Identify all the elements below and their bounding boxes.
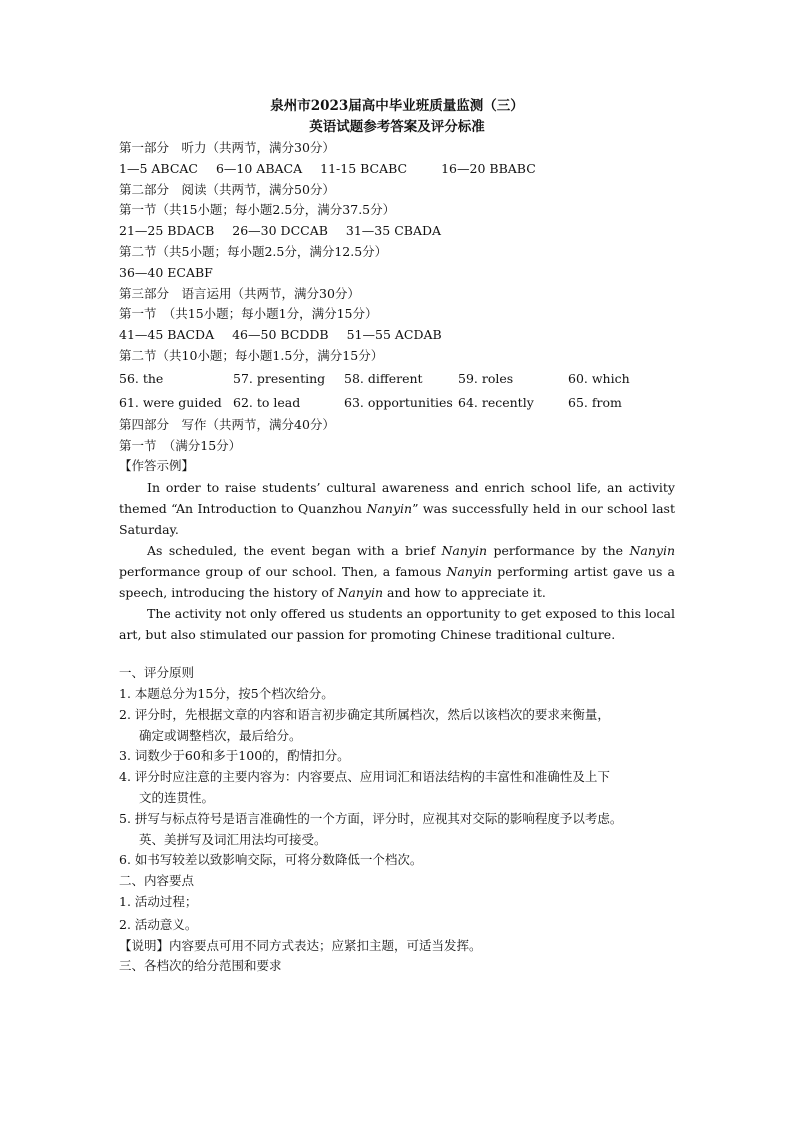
part2-section1-heading: 第一节（共15小题；每小题2.5分，满分37.5分） bbox=[119, 202, 396, 218]
sample-paragraph-3: The activity not only offered us students an opportunity to get exposed to this local art, but also stimulated our passion for promoting Chinese traditional culture. bbox=[119, 606, 675, 643]
fill-answers-row bbox=[119, 367, 675, 391]
scoring-principles-heading: 一、评分原则 bbox=[119, 665, 195, 681]
part3-section2-heading: 第二节（共10小题；每小题1.5分，满分15分） bbox=[119, 347, 384, 363]
part3-section1-heading: 第一节 （共15小题；每小题1分，满分15分） bbox=[119, 306, 378, 322]
part2-section2-heading: 第二节（共5小题；每小题2.5分，满分12.5分） bbox=[119, 243, 388, 259]
part2-section1-answers bbox=[119, 221, 675, 242]
scoring-rule: 3. 词数少于60和多于100的，酌情扣分。 bbox=[119, 748, 350, 764]
content-point: 2. 活动意义。 bbox=[119, 916, 198, 932]
fill-answer: 64. recently bbox=[458, 394, 534, 410]
grade-levels-heading: 三、各档次的给分范围和要求 bbox=[119, 958, 282, 974]
part1-answers bbox=[119, 159, 675, 180]
fill-answer: 59. roles bbox=[458, 370, 514, 386]
scoring-rule: 1. 本题总分为15分，按5个档次给分。 bbox=[119, 685, 334, 701]
fill-answer: 65. from bbox=[568, 394, 622, 410]
part3-section1-answers bbox=[119, 325, 675, 346]
scoring-rule-continued: 确定或调整档次，最后给分。 bbox=[139, 727, 302, 743]
part4-section1-heading: 第一节 （满分15分） bbox=[119, 437, 242, 453]
fill-answer: 61. were guided bbox=[119, 394, 222, 410]
part2-heading: 第二部分 阅读（共两节，满分50分） bbox=[119, 181, 335, 197]
part2-section2-answers: 36—40 ECABF bbox=[119, 264, 213, 280]
fill-answer: 56. the bbox=[119, 370, 164, 386]
sample-label: 【作答示例】 bbox=[119, 458, 195, 474]
fill-answer: 63. opportunities bbox=[344, 394, 453, 410]
fill-answers-row bbox=[119, 391, 675, 415]
answer-group: 26—30 DCCAB bbox=[232, 223, 328, 239]
fill-answer: 60. which bbox=[568, 370, 630, 386]
content-point: 1. 活动过程； bbox=[119, 893, 198, 909]
scoring-rule-continued: 文的连贯性。 bbox=[139, 789, 215, 805]
fill-answer: 58. different bbox=[344, 370, 423, 386]
scoring-rule: 2. 评分时，先根据文章的内容和语言初步确定其所属档次，然后以该档次的要求来衡量， bbox=[119, 706, 610, 722]
answer-group: 1—5 ABCAC bbox=[119, 160, 198, 176]
note: 【说明】内容要点可用不同方式表达；应紧扣主题，可适当发挥。 bbox=[119, 937, 482, 953]
answer-group: 51—55 ACDAB bbox=[346, 327, 442, 343]
scoring-rule: 6. 如书写较差以致影响交际，可将分数降低一个档次。 bbox=[119, 852, 423, 868]
part4-heading: 第四部分 写作（共两节，满分40分） bbox=[119, 416, 335, 432]
part3-heading: 第三部分 语言运用（共两节，满分30分） bbox=[119, 285, 360, 301]
answer-group: 16—20 BBABC bbox=[441, 160, 536, 176]
answer-group: 31—35 CBADA bbox=[345, 223, 442, 239]
answer-group: 41—45 BACDA bbox=[119, 327, 215, 343]
fill-answer: 62. to lead bbox=[233, 394, 301, 410]
document-subtitle: 英语试题参考答案及评分标准 bbox=[309, 119, 485, 135]
scoring-rule: 5. 拼写与标点符号是语言准确性的一个方面，评分时，应视其对交际的影响程度予以考虑。 bbox=[119, 810, 623, 826]
scoring-rule: 4. 评分时应注意的主要内容为：内容要点、应用词汇和语法结构的丰富性和准确性及上下 bbox=[119, 769, 610, 785]
document-title: 泉州市2023届高中毕业班质量监测（三） bbox=[270, 98, 524, 114]
scoring-rule-continued: 英、美拼写及词汇用法均可接受。 bbox=[139, 831, 327, 847]
part1-heading: 第一部分 听力（共两节，满分30分） bbox=[119, 140, 335, 155]
answer-key-page bbox=[119, 96, 675, 977]
answer-group: 11-15 BCABC bbox=[320, 160, 408, 176]
answer-group: 21—25 BDACB bbox=[119, 223, 215, 239]
content-points-heading: 二、内容要点 bbox=[119, 873, 195, 889]
answer-group: 6—10 ABACA bbox=[215, 160, 303, 176]
fill-answer: 57. presenting bbox=[233, 370, 326, 386]
sample-paragraph-2: As scheduled, the event began with a brief Nanyin performance by the Nanyin performance group of our school. Then, a famous Nanyin performing artist gave us a speech, introducing the history of Nanyin and how to appreciate it. bbox=[119, 543, 676, 601]
sample-paragraph-1: In order to raise students’ cultural awareness and enrich school life, an activity themed “An Introduction to Quanzhou Nanyin” was successfully held in our school last Saturday. bbox=[119, 480, 675, 538]
answer-group: 46—50 BCDDB bbox=[232, 327, 329, 343]
